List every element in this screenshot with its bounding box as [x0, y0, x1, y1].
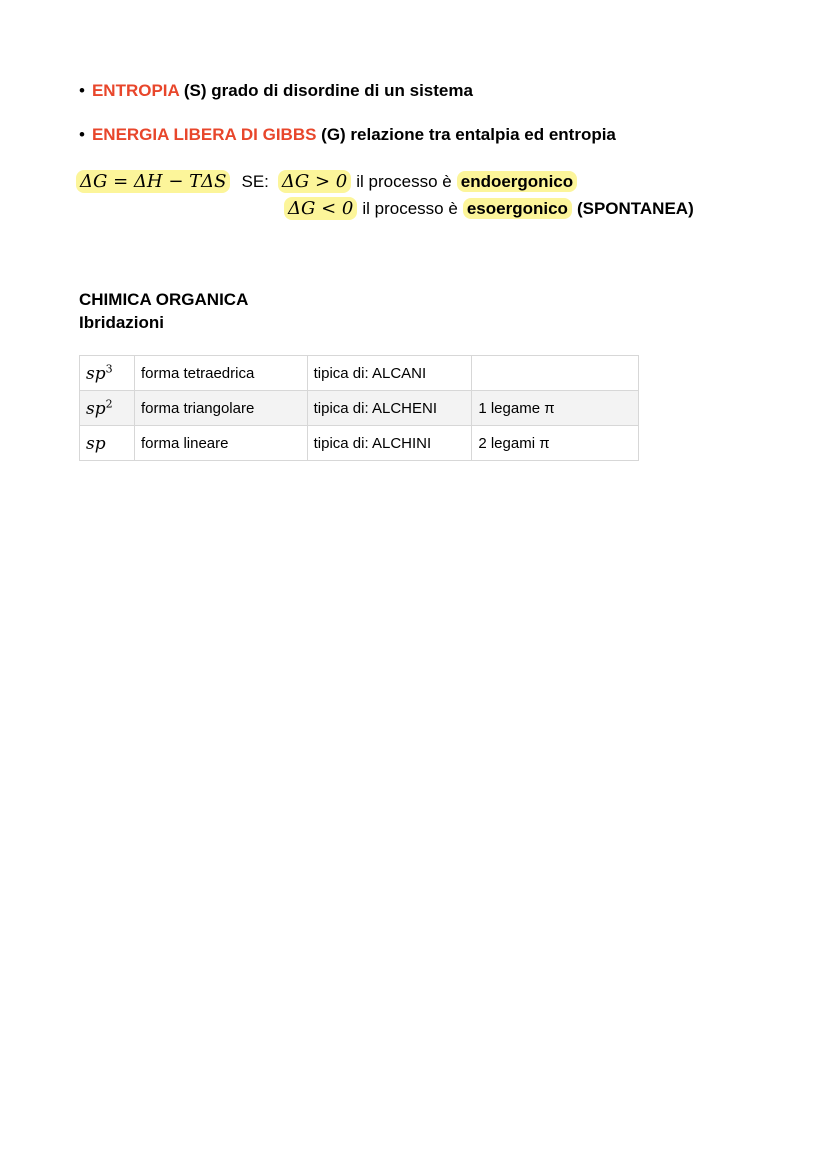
hybrid-type-cell: $sp^2$: [80, 391, 135, 426]
table-row: [80, 391, 639, 426]
bullet-gibbs: [79, 125, 616, 145]
bullet-entropia: [79, 81, 473, 101]
bullet-dot: •: [79, 125, 85, 144]
se-label: SE:: [241, 172, 269, 191]
section-title: CHIMICA ORGANICA: [79, 290, 249, 309]
process-text-1: il processo è: [356, 172, 452, 191]
bonds-cell: 1 legame π: [472, 391, 639, 426]
bullet-dot: •: [79, 81, 85, 100]
condition-negative: ΔG < 0: [284, 197, 357, 220]
condition-positive: ΔG > 0: [278, 170, 351, 193]
typical-cell: tipica di: ALCHENI: [307, 391, 472, 426]
exoergonic-term: esoergonico: [463, 198, 572, 219]
spontaneous-label: (SPONTANEA): [576, 199, 694, 218]
term-entropia: ENTROPIA: [91, 81, 180, 100]
process-text-2: il processo è: [362, 199, 458, 218]
shape-cell: forma lineare: [134, 426, 307, 461]
gibbs-formula-row: [76, 171, 577, 192]
table-row: [80, 426, 639, 461]
table-row: [80, 356, 639, 391]
bonds-cell: 2 legami π: [472, 426, 639, 461]
gibbs-condition-row-2: [284, 198, 694, 219]
endoergonic-term: endoergonico: [457, 171, 577, 192]
typical-cell: tipica di: ALCANI: [307, 356, 472, 391]
bonds-cell: [472, 356, 639, 391]
hybridization-table: [79, 355, 639, 461]
shape-cell: forma tetraedrica: [134, 356, 307, 391]
shape-cell: forma triangolare: [134, 391, 307, 426]
definition-entropia: (S) grado di disordine di un sistema: [179, 81, 473, 100]
term-gibbs: ENERGIA LIBERA DI GIBBS: [91, 125, 317, 144]
hybrid-type-cell: sp: [80, 426, 135, 461]
typical-cell: tipica di: ALCHINI: [307, 426, 472, 461]
definition-gibbs: (G) relazione tra entalpia ed entropia: [316, 125, 616, 144]
gibbs-equation: ΔG = ΔH − TΔS: [76, 170, 230, 193]
hybrid-type-cell: $sp^3$: [80, 356, 135, 391]
section-subtitle: Ibridazioni: [79, 313, 164, 332]
